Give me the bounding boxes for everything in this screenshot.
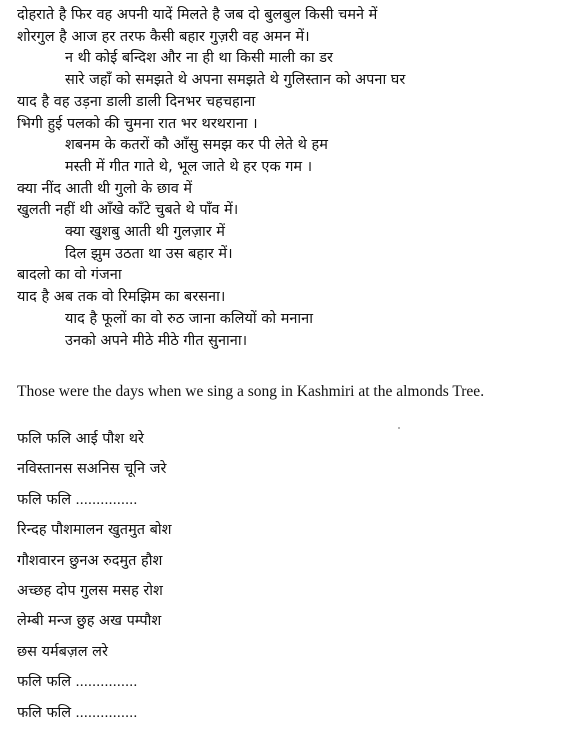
song-line <box>17 606 172 636</box>
english-caption: Those were the days when we sing a song in Kashmiri at the almonds Tree. <box>17 383 485 400</box>
song-line-text: फलि फलि आई पौश थरे <box>17 431 144 447</box>
song-line <box>17 454 172 484</box>
song-line-text: फलि फलि <box>17 674 76 691</box>
kashmiri-song-block <box>17 424 172 728</box>
song-line-text: छस यर्मबज़ल लरे <box>17 643 108 660</box>
poem-line: क्या खुशबु आती थी गुलज़ार में <box>65 224 225 241</box>
song-line-text: नविस्तानस सअनिस चूनि जरे <box>17 461 167 478</box>
poem-line: भिगी हुई पलको की चुमना रात भर थरथराना । <box>17 115 258 132</box>
song-line-text: अच्छह दोप गुलस मसह रोश <box>17 582 163 599</box>
song-line <box>17 485 172 515</box>
song-line <box>17 546 172 576</box>
song-line-text: फलि फलि <box>17 491 76 508</box>
song-line <box>17 637 172 667</box>
poem-line: मस्ती में गीत गाते थे, भूल जाते थे हर एक गम । <box>65 158 313 175</box>
poem-line: सारे जहाँ को समझते थे अपना समझते थे गुलिस्तान को अपना घर <box>65 72 406 89</box>
song-line-text: लेम्बी मन्ज छुह अख पम्पौश <box>17 613 162 630</box>
poem-line: उनको अपने मीठे मीठे गीत सुनाना। <box>65 332 248 349</box>
poem-line: बादलो का वो गंजना <box>17 267 122 284</box>
song-line-dots: ............... <box>75 704 138 721</box>
song-line <box>17 424 172 454</box>
poem-line: खुलती नहीं थी आँखे काँटे चुबते थे पाँव में। <box>17 202 239 219</box>
song-line <box>17 515 172 545</box>
song-line <box>17 576 172 606</box>
poem-line: याद है वह उड़ना डाली डाली दिनभर चहचहाना <box>17 93 256 110</box>
song-line-dots: ............... <box>75 674 138 691</box>
poem-line: याद है फूलों का वो रुठ जाना कलियों को मनाना <box>65 310 313 327</box>
poem-line: न थी कोई बन्दिश और ना ही था किसी माली का डर <box>65 50 333 67</box>
song-line <box>17 698 172 728</box>
song-line-dots: ............... <box>75 491 138 508</box>
poem-line: दोहराते है फिर वह अपनी यादें मिलते है जब दो बुलबुल किसी चमने में <box>17 7 378 23</box>
stray-mark <box>398 427 400 429</box>
song-line-text: फलि फलि <box>17 704 76 721</box>
poem-line: शोरगुल है आज हर तरफ कैसी बहार गुज़री वह अमन में। <box>17 28 310 45</box>
song-line-text: गौशवारन छुनअ रुदमुत हौश <box>17 552 163 569</box>
poem-line: याद है अब तक वो रिमझिम का बरसना। <box>17 289 226 306</box>
poem-block <box>17 5 405 352</box>
song-line <box>17 667 172 697</box>
song-line-text: रिन्दह पौशमालन खुतमुत बोश <box>17 522 172 539</box>
poem-line: शबनम के कतरों कौ आँसु समझ कर पी लेते थे हम <box>65 137 328 154</box>
poem-line: क्या नींद आती थी गुलो के छाव में <box>17 180 193 197</box>
poem-line: दिल झुम उठता था उस बहार में। <box>65 245 233 262</box>
